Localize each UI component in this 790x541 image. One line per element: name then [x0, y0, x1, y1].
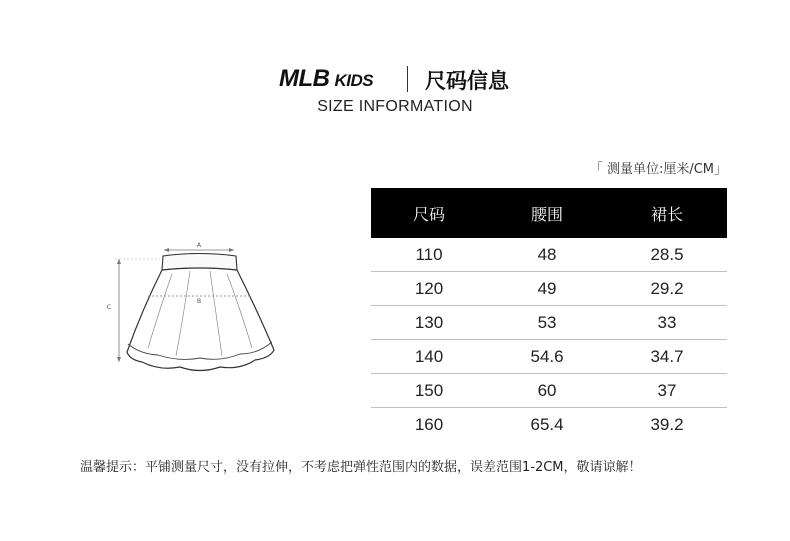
table-row: [371, 340, 727, 374]
skirt-diagram: [100, 238, 290, 378]
table-row: [371, 374, 727, 408]
cell-length: 29.2: [607, 272, 727, 306]
skirt-body: [127, 268, 274, 371]
table-row: [371, 408, 727, 442]
table-row: [371, 238, 727, 272]
measurement-unit-note: 「 测量单位:厘米/CM」: [589, 162, 727, 177]
dimension-b-label: B: [196, 298, 202, 305]
cell-waist: 60: [487, 374, 607, 408]
cell-length: 33: [607, 306, 727, 340]
cell-length: 28.5: [607, 238, 727, 272]
table-header-row: [371, 188, 727, 238]
cell-length: 37: [607, 374, 727, 408]
cell-size: 120: [371, 272, 487, 306]
cell-length: 39.2: [650, 414, 684, 434]
dimension-a-arrow-left: [164, 248, 169, 252]
cell-size: 110: [371, 238, 487, 272]
footer-note: 温馨提示：平铺测量尺寸，没有拉伸，不考虑把弹性范围内的数据，误差范围1-2CM，敬请谅解！: [80, 460, 642, 475]
header: [0, 62, 790, 96]
cell-size: 150: [371, 374, 487, 408]
size-table: [371, 188, 727, 441]
page-title: 尺码信息: [425, 69, 509, 93]
cell-waist: 53: [487, 306, 607, 340]
page-subtitle: SIZE INFORMATION: [317, 98, 473, 115]
column-header-size: 尺码: [371, 188, 487, 238]
brand-logo: [279, 65, 373, 93]
dimension-c-arrow-top: [117, 259, 121, 264]
cell-waist: 48: [487, 238, 607, 272]
dimension-c-label: C: [106, 304, 112, 311]
cell-size: 160: [414, 414, 444, 434]
header-divider: [407, 66, 408, 92]
logo-sub-text: KIDS: [334, 71, 374, 90]
table-row: [371, 272, 727, 306]
table-row: [371, 306, 727, 340]
column-header-waist: 腰围: [487, 188, 607, 238]
cell-waist: 65.4: [530, 414, 564, 434]
cell-waist: 49: [487, 272, 607, 306]
dimension-c-arrow-bottom: [117, 357, 121, 362]
column-header-length: 裙长: [607, 188, 727, 238]
cell-size: 140: [371, 340, 487, 374]
cell-length: 34.7: [607, 340, 727, 374]
dimension-a-arrow-right: [229, 248, 234, 252]
cell-waist: 54.6: [487, 340, 607, 374]
logo-main-text: MLB: [279, 65, 330, 92]
dimension-a-label: A: [196, 242, 202, 249]
cell-size: 130: [371, 306, 487, 340]
